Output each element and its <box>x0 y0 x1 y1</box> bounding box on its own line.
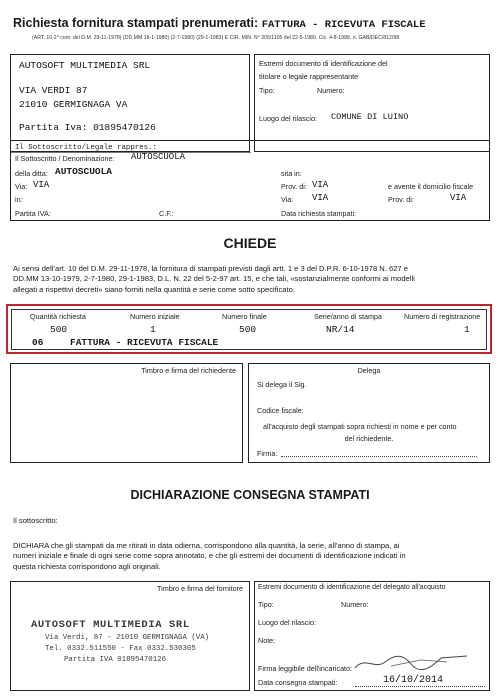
legal-references: (ART. 10-2° com. del D.M. 29-11-1978) (DD.MM 18-1-1980) (2-7-1980) (29-1-1983) E CIR. MIN. N° 305/1105 del 22-5-1980. Cic. 4-8-1988, n. GAB/DEC/812/98 <box>32 35 400 41</box>
title-prefix: Richiesta fornitura stampati prenumerati: <box>13 16 259 30</box>
sita-label: sita in: <box>281 169 302 178</box>
dichiarazione-sottoscritto: Il sottoscritto: <box>13 516 58 525</box>
delegate-data-label: Data consegna stampati: <box>258 678 338 687</box>
dichiarazione-line: DICHIARA che gli stampati da me ritirati in data odierna, corrispondono alla quantità, la serie, all'anno di stampa, ai <box>13 541 400 550</box>
data-richiesta-label: Data richiesta stampati: <box>281 209 357 218</box>
via-value: VIA <box>33 180 50 190</box>
supplier-stamp-phone: Tel. 0332.511550 - Fax 0332.530305 <box>45 645 196 653</box>
prov2-label: Prov. di: <box>388 195 414 204</box>
chiede-line: DD.MM 13-10-1979, 2-7-1980, 29-1-1983, D.L. N. 22 del 5-2-97 art. 15, e che tali, «sostanzialmente conformi ai modelli <box>13 274 415 284</box>
supplier-stamp-box <box>10 581 250 691</box>
partita-iva-label: Partita IVA: <box>15 209 51 218</box>
id-doc-numero-label: Numero: <box>317 86 345 95</box>
via2-value: VIA <box>312 193 329 203</box>
delega-text-2: del richiedente. <box>344 434 394 443</box>
ditta-label: della ditta: <box>15 169 48 178</box>
order-item-description: FATTURA - RICEVUTA FISCALE <box>70 337 219 348</box>
denominazione-label: Il Sottoscritto / Denominazione: <box>15 154 115 163</box>
requester-stamp-label: Timbro e firma del richiedente <box>141 366 236 375</box>
delega-cf-label: Codice fiscale: <box>257 406 304 415</box>
id-doc-tipo-label: Tipo: <box>259 86 275 95</box>
dichiarazione-heading: DICHIARAZIONE CONSEGNA STAMPATI <box>130 488 370 502</box>
supplier-vat: Partita Iva: 01895470126 <box>19 122 156 133</box>
order-header-numero-finale: Numero finale <box>222 312 267 321</box>
supplier-name: AUTOSOFT MULTIMEDIA SRL <box>19 60 151 71</box>
delegate-document-box <box>254 581 490 691</box>
delegate-data-value: 16/10/2014 <box>383 675 444 686</box>
id-doc-luogo-label: Luogo del rilascio: <box>259 114 317 123</box>
prov-value: VIA <box>312 180 329 190</box>
delegate-luogo-label: Luogo del rilascio: <box>258 618 316 627</box>
prov2-value: VIA <box>450 193 467 203</box>
prov-label: Prov. di: <box>281 182 307 191</box>
order-quantita-value: 500 <box>50 324 68 335</box>
via-label: Via: <box>15 182 28 191</box>
delegate-numero-label: Numero: <box>341 600 369 609</box>
id-doc-heading-1: Estremi documento di identificazione del <box>259 59 388 68</box>
order-serie-value: NR/14 <box>326 324 355 335</box>
id-document-box <box>254 54 490 152</box>
order-header-registrazione: Numero di registrazione <box>404 312 481 321</box>
delegate-tipo-label: Tipo: <box>258 600 274 609</box>
order-numero-finale-value: 500 <box>239 324 257 335</box>
chiede-line: Ai sensi dell'art. 10 del D.M. 29-11-1978, la fornitura di stampati previsti dagli artt. 1 e 3 del D.P.R. 6-10-1978 N. 627 e <box>13 264 408 273</box>
chiede-line: allegati a rispettivi decreti» siano forniti nella quantità e serie come sotto specificato. <box>13 284 295 294</box>
supplier-box <box>10 54 250 152</box>
in-label: in: <box>15 195 23 204</box>
id-doc-luogo-value: COMUNE DI LUINO <box>331 112 409 122</box>
codice-fiscale-label: C.F.: <box>159 209 174 218</box>
dichiarazione-paragraph <box>13 541 493 572</box>
order-header-quantita: Quantità richiesta <box>30 312 86 321</box>
supplier-city: 21010 GERMIGNAGA VA <box>19 99 128 110</box>
id-doc-heading-2: titolare o legale rappresentante <box>259 72 359 81</box>
signatory-role-label: Il Sottoscritto/Legale rappres.: <box>15 144 157 152</box>
delega-text-1: all'acquisto degli stampati sopra richiesti in nome e per conto <box>263 422 457 431</box>
delegate-note-label: Note: <box>258 636 276 645</box>
order-header-numero-iniziale: Numero iniziale <box>130 312 180 321</box>
supplier-street: VIA VERDI 87 <box>19 85 88 96</box>
signatory-frame <box>10 140 490 221</box>
signature-scribble-icon <box>351 650 471 674</box>
supplier-stamp-label: Timbro e firma del fornitore <box>156 584 243 593</box>
domicilio-label: e avente il domicilio fiscale <box>388 182 474 191</box>
supplier-stamp-name: AUTOSOFT MULTIMEDIA SRL <box>31 619 190 631</box>
supplier-stamp-vat: Partita IVA 01895470126 <box>64 656 167 664</box>
delega-box <box>248 363 490 463</box>
delegate-doc-heading: Estremi documento di identificazione del delegato all'acquisto <box>258 584 446 591</box>
requester-stamp-box <box>10 363 243 463</box>
order-registrazione-value: 1 <box>464 324 470 335</box>
delega-label: Si delega il Sig. <box>257 380 307 389</box>
via2-label: Via: <box>281 195 294 204</box>
chiede-paragraph <box>13 264 493 295</box>
document-title <box>13 16 426 31</box>
order-numero-iniziale-value: 1 <box>150 324 156 335</box>
supplier-stamp-address: Via Verdi, 87 - 21010 GERMIGNAGA (VA) <box>45 634 210 642</box>
order-box <box>11 309 487 350</box>
ditta-value: AUTOSCUOLA <box>55 166 113 177</box>
delegate-firma-label: Firma leggibile dell'incaricato: <box>258 664 353 673</box>
dichiarazione-line: questa richiesta corrispondono agli originali. <box>13 561 161 571</box>
dichiarazione-line: numeri iniziale e finale di ogni serie come sopra annotato, e che gli estremi dei documenti di identificazione indicati in <box>13 551 406 561</box>
order-header-serie: Serie/anno di stampa <box>314 312 382 321</box>
delega-title: Delega <box>357 366 381 375</box>
order-item-code: 06 <box>32 337 44 348</box>
title-document-type: FATTURA - RICEVUTA FISCALE <box>261 19 426 31</box>
denominazione-value: AUTOSCUOLA <box>131 152 186 162</box>
chiede-heading: CHIEDE <box>223 235 277 251</box>
delega-firma-label: Firma: <box>257 449 278 458</box>
